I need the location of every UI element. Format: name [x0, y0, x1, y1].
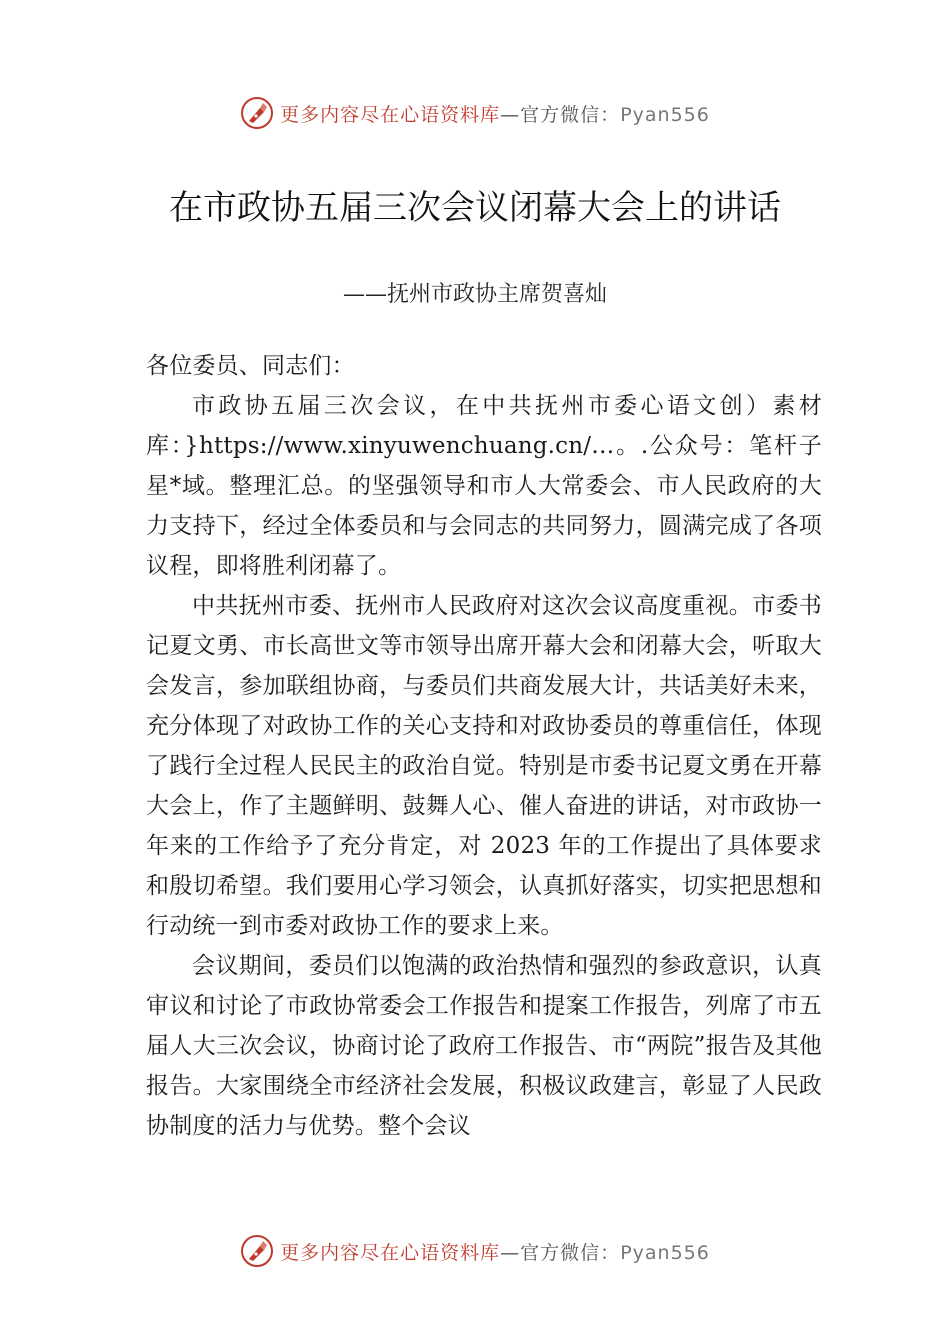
watermark-text: [280, 1238, 710, 1265]
salutation: 各位委员、同志们：: [146, 353, 355, 379]
document-subtitle: ——抚州市政协主席贺喜灿: [342, 282, 607, 307]
watermark-separator: —: [500, 103, 521, 126]
paragraph: 中共抚州市委、抚州市人民政府对这次会议高度重视。市委书记夏文勇、市长高世文等市领导出席开幕大会和闭幕大会，听取大会发言，参加联组协商，与委员们共商发展大计，共话美好未来，充分体现了对政协工作的关心支持和对政协委员的尊重信任，体现了践行全过程人民民主的政治自觉。特别是市委书记夏文勇在开幕大会上，作了主题鲜明、鼓舞人心、催人奋进的讲话，对市政协一年来的工作给予了充分肯定，对 2023 年的工作提出了具体要求和殷切希望。我们要用心学习领会，认真抓好落实，切实把思想和行动统一到市委对政协工作的要求上来。: [146, 593, 822, 939]
watermark-main: 更多内容尽在心语资料库: [280, 103, 501, 126]
pen-nib-logo-icon: [240, 96, 274, 130]
document-body: [146, 346, 822, 1146]
watermark-id: Pyan556: [620, 103, 710, 126]
watermark-label: 官方微信：: [520, 103, 621, 126]
watermark-separator: —: [500, 1241, 521, 1264]
document-title: 在市政协五届三次会议闭幕大会上的讲话: [169, 188, 781, 228]
footer-watermark: [0, 1234, 950, 1268]
watermark-id: Pyan556: [620, 1241, 710, 1264]
watermark-main: 更多内容尽在心语资料库: [280, 1241, 501, 1264]
watermark-text: [280, 100, 710, 127]
paragraph: 会议期间，委员们以饱满的政治热情和强烈的参政意识，认真审议和讨论了市政协常委会工作报告和提案工作报告，列席了市五届人大三次会议，协商讨论了政府工作报告、市“两院”报告及其他报告。大家围绕全市经济社会发展，积极议政建言，彰显了人民政协制度的活力与优势。整个会议: [146, 953, 822, 1139]
paragraph: 市政协五届三次会议，在中共抚州市委心语文创）素材库：}https://www.xinyuwenchuang.cn/…。.公众号：笔杆子星*域。整理汇总。的坚强领导和市人大常委会、市人民政府的大力支持下，经过全体委员和与会同志的共同努力，圆满完成了各项议程，即将胜利闭幕了。: [146, 393, 822, 579]
pen-nib-logo-icon: [240, 1234, 274, 1268]
watermark-label: 官方微信：: [520, 1241, 621, 1264]
header-watermark: [0, 96, 950, 130]
